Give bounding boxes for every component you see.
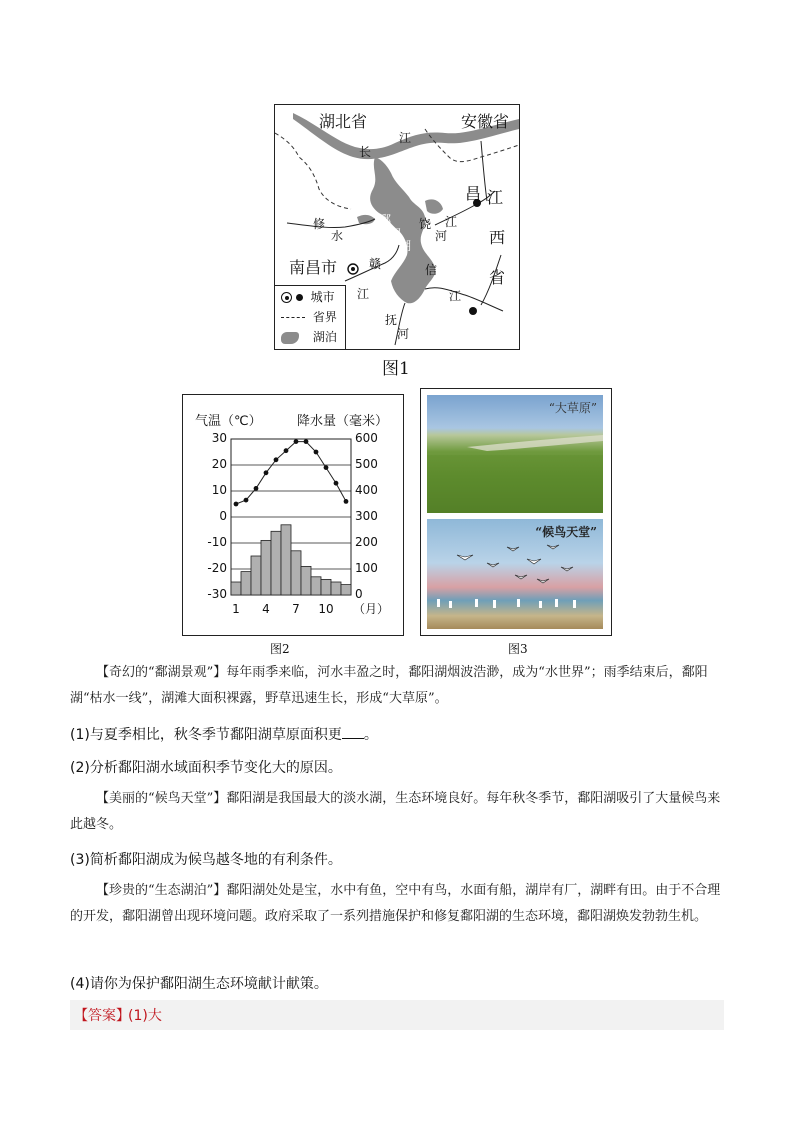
right-tick-label: 0 [355,587,363,601]
label-jiang-rao: 江 [445,215,458,229]
right-tick-label: 300 [355,509,378,523]
precip-bar [311,577,321,595]
label-chang-city: 昌 [465,184,482,203]
legend-city-icon [281,292,292,303]
precip-bar [241,572,251,595]
legend-border: 省界 [281,310,337,324]
temperature-point [294,439,299,444]
x-tick-label: 4 [262,602,270,616]
temperature-point [234,502,239,507]
paragraph-ecology-head: 【珍贵的“生态湖泊”】 [96,883,227,898]
answer-blank[interactable] [342,724,364,739]
label-nanchang: 南昌市 [289,258,338,277]
photo-grassland [427,395,603,513]
right-tick-label: 600 [355,431,378,445]
legend-border-icon [281,317,305,318]
temperature-point [254,486,259,491]
label-anhui: 安徽省 [461,112,510,131]
left-tick-label: 10 [211,483,227,497]
label-jiang-gan: 江 [357,287,370,301]
label-hu: 湖 [399,239,412,253]
temperature-point [304,439,309,444]
label-jiang-province: 江 [487,188,504,207]
paragraph-ecology-body: 鄱阳湖处处是宝，水中有鱼，空中有鸟，水面有船，湖岸有厂，湖畔有田。由于不合理的开发，鄱阳湖曾出现环境问题。政府采取了一系列措施保护和修复鄱阳湖的生态环境，鄱阳湖焕发勃勃生机。 [70,883,721,924]
left-tick-label: 0 [219,509,227,523]
label-hubei: 湖北省 [319,112,368,131]
precip-bar [281,525,291,595]
question-4: (4)请你为保护鄱阳湖生态环境献计献策。 [70,976,328,992]
temperature-line [236,442,346,504]
map-legend [275,285,346,350]
photos-panel [420,388,612,636]
precip-bar [301,566,311,595]
label-he-fu: 河 [397,327,410,341]
x-tick-label: 1 [232,602,240,616]
paragraph-birds-body: 鄱阳湖是我国最大的淡水湖，生态环境良好。每年秋冬季节，鄱阳湖吸引了大量候鸟来此越冬。 [70,791,721,832]
photo-birds-label: “候鸟天堂” [535,525,597,539]
temperature-point [344,499,349,504]
question-3: (3)简析鄱阳湖成为候鸟越冬地的有利条件。 [70,852,342,868]
climate-chart [182,394,404,636]
paragraph-landscape-body: 每年雨季来临，河水丰盈之时，鄱阳湖烟波浩渺，成为“水世界”；雨季结束后，鄱阳湖“枯水一线”，湖滩大面积裸露，野草迅速生长，形成“大草原”。 [70,665,708,706]
precip-bar [231,582,241,595]
temperature-point [314,450,319,455]
x-tick-label: 10 [318,602,334,616]
left-tick-label: 30 [211,431,227,445]
left-axis-title: 气温（℃） [195,414,262,429]
precip-bar [291,551,301,595]
temperature-point [334,481,339,486]
temperature-point [264,470,269,475]
legend-lake: 湖泊 [281,330,337,344]
left-tick-label: -10 [207,535,227,549]
right-tick-label: 400 [355,483,378,497]
temperature-point [274,457,279,462]
x-tick-label: 7 [292,602,300,616]
paragraph-birds [70,786,724,838]
right-tick-label: 500 [355,457,378,471]
photo-birds [427,519,603,629]
left-tick-label: -20 [207,561,227,575]
label-po: 鄱 [379,213,392,227]
label-sheng: 省 [489,268,506,287]
temperature-point [324,465,329,470]
city-dot-2 [469,307,477,315]
label-rao: 饶 [419,217,432,231]
label-xin: 信 [425,263,438,277]
answer-value: (1)大 [128,1008,162,1024]
figure1-caption: 图1 [382,359,410,379]
precip-bar [251,556,261,595]
precip-bar [331,582,341,595]
answer-box [70,1000,724,1030]
label-shui: 水 [331,229,344,243]
label-he-rao: 河 [435,229,448,243]
left-tick-label: 20 [211,457,227,471]
paragraph-landscape-head: 【奇幻的“鄱湖景观”】 [96,665,227,680]
temperature-point [244,498,249,503]
label-yang: 阳 [389,227,402,241]
label-gan: 赣 [369,257,382,271]
label-jiang-yangtze: 江 [399,131,412,145]
precip-bar [261,540,271,595]
precip-bar [271,531,281,595]
temperature-point [284,448,289,453]
label-xi: 西 [489,228,506,247]
right-tick-label: 200 [355,535,378,549]
legend-city: 城市 [281,290,335,304]
paragraph-landscape [70,660,724,712]
right-axis-title: 降水量（毫米） [297,414,389,429]
left-tick-label: -30 [207,587,227,601]
label-jiang-xin: 江 [449,289,462,303]
label-fu: 抚 [385,313,398,327]
question-1: (1)与夏季相比，秋冬季节鄱阳湖草原面积更 。 [70,724,378,745]
label-xiu: 修 [313,217,326,231]
figure3-caption: 图3 [508,642,528,656]
paragraph-ecology [70,878,724,930]
lake-map-figure [274,104,520,350]
answer-label: 【答案】 [74,1008,130,1024]
legend-lake-icon [281,332,299,344]
right-tick-label: 100 [355,561,378,575]
precip-bar [341,585,351,595]
precip-bar [321,579,331,595]
paragraph-birds-head: 【美丽的“候鸟天堂”】 [96,791,227,806]
question-2: (2)分析鄱阳湖水域面积季节变化大的原因。 [70,760,342,776]
label-chang: 长 [359,145,372,159]
photo-grassland-label: “大草原” [548,401,597,415]
x-axis-unit: （月） [353,602,390,616]
figure2-caption: 图2 [270,642,290,656]
